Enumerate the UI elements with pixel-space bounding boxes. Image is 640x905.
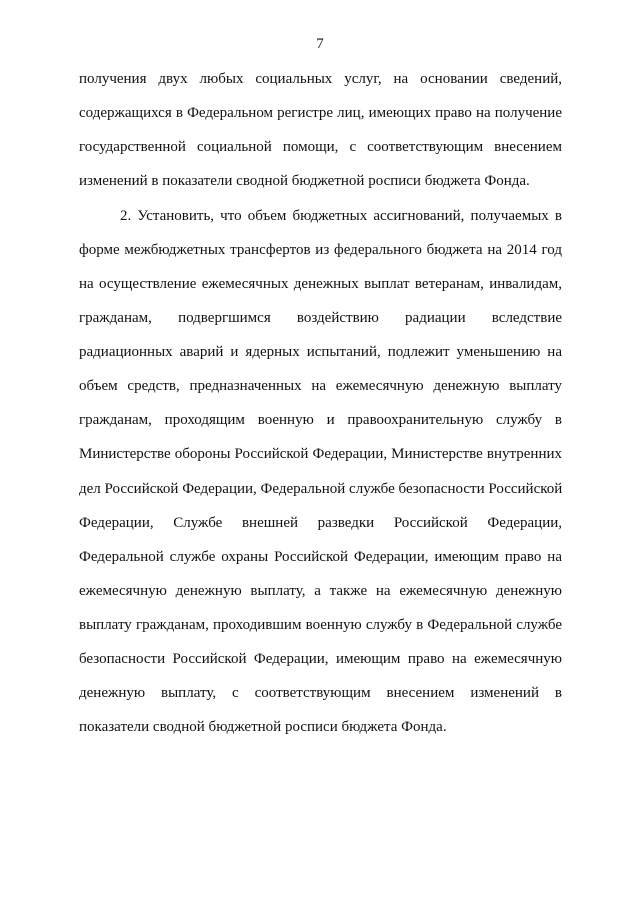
text-line: безопасности Российской Федерации, имеющим право на ежемесячную — [79, 650, 562, 667]
text-line: государственной социальной помощи, с соответствующим внесением — [79, 139, 562, 156]
document-body — [79, 69, 562, 751]
text-line: объем средств, предназначенных на ежемесячную денежную выплату — [79, 378, 562, 395]
text-line: 2. Установить, что объем бюджетных ассигнований, получаемых в — [120, 207, 562, 224]
text-line: денежную выплату, с соответствующим внесением изменений в — [79, 685, 562, 702]
text-line: радиационных аварий и ядерных испытаний, подлежит уменьшению на — [79, 344, 562, 361]
text-line: выплату гражданам, проходившим военную службу в Федеральной службе — [79, 616, 562, 633]
text-line: гражданам, проходящим военную и правоохранительную службу в — [79, 412, 562, 429]
text-line: на осуществление ежемесячных денежных выплат ветеранам, инвалидам, — [79, 275, 562, 292]
text-line: изменений в показатели сводной бюджетной росписи бюджета Фонда. — [79, 173, 530, 190]
paragraph-2 — [79, 206, 562, 752]
text-line: ежемесячную денежную выплату, а также на ежемесячную денежную — [79, 582, 562, 599]
text-line: содержащихся в Федеральном регистре лиц, имеющих право на получение — [79, 105, 562, 122]
text-line: форме межбюджетных трансфертов из федерального бюджета на 2014 год — [79, 241, 562, 258]
text-line: Министерстве обороны Российской Федерации, Министерстве внутренних — [79, 446, 562, 463]
text-line: гражданам, подвергшимся воздействию радиации вследствие — [79, 310, 562, 327]
text-line: дел Российской Федерации, Федеральной службе безопасности Российской — [79, 480, 563, 497]
text-line: Федерации, Службе внешней разведки Российской Федерации, — [79, 514, 562, 531]
text-line: получения двух любых социальных услуг, на основании сведений, — [79, 71, 562, 87]
paragraph-continuation — [79, 69, 562, 205]
text-line: Федеральной службе охраны Российской Федерации, имеющим право на — [79, 548, 562, 565]
text-line: показатели сводной бюджетной росписи бюджета Фонда. — [79, 719, 447, 736]
page-number: 7 — [316, 36, 324, 52]
